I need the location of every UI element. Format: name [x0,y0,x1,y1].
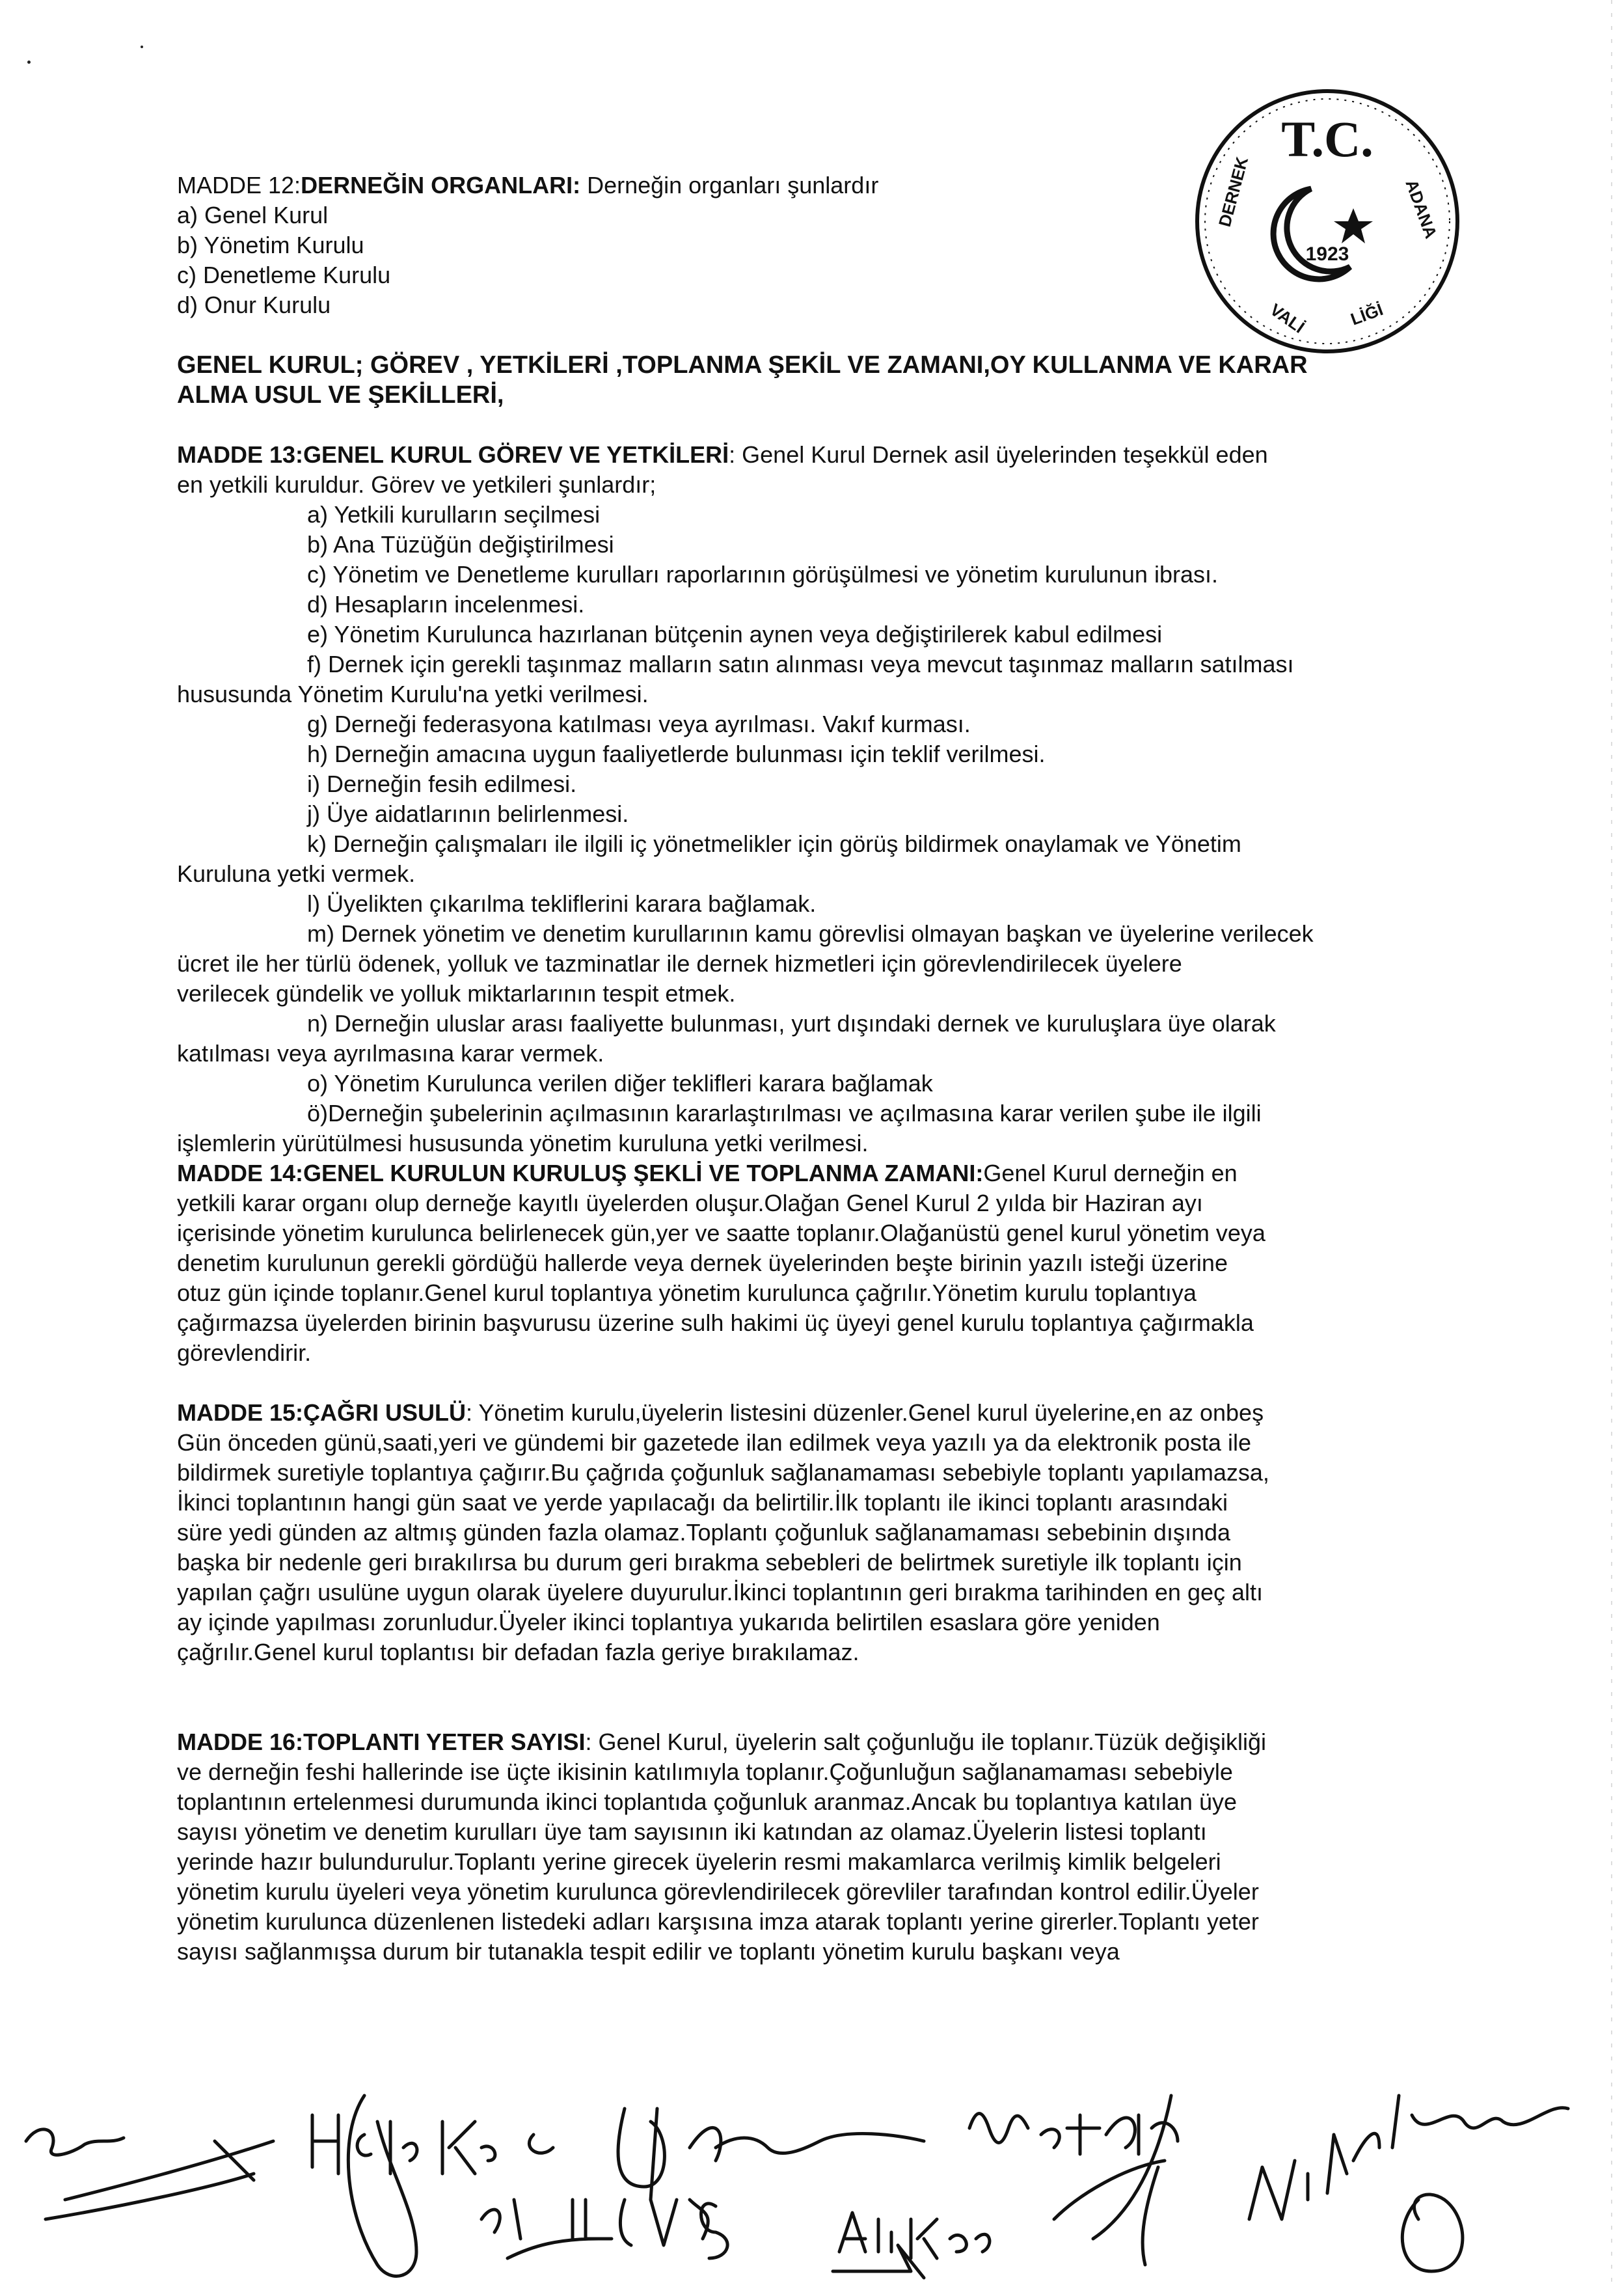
list-item: m) Dernek yönetim ve denetim kurullarının kamu görevlisi olmayan başkan ve üyelerine verilecek [307,920,1314,947]
list-item: i) Derneğin fesih edilmesi. [307,771,577,797]
list-item: c) Yönetim ve Denetleme kurulları raporlarının görüşülmesi ve yönetim kurulunun ibrası. [307,561,1218,588]
paragraph-line: hususunda Yönetim Kurulu'na yetki verilmesi. [177,681,649,707]
paragraph-line: sayısı yönetim ve denetim kurulları üye tam sayısının iki katından az olamaz.Üyelerin listesi toplantı [177,1818,1207,1845]
document-body [177,171,1452,1967]
madde-14-title: MADDE 14:GENEL KURULUN KURULUŞ ŞEKLİ VE TOPLANMA ZAMANI: [177,1160,984,1186]
paragraph-line: Gün önceden günü,saati,yeri ve gündemi bir gazetede ilan edilmek veya yazılı ya da elektronik posta ile [177,1429,1251,1456]
signature-5 [1249,2096,1568,2271]
paragraph-line: çağrılır.Genel kurul toplantısı bir defadan fazla geriye bırakılamaz. [177,1639,859,1665]
paragraph-line: yetkili karar organı olup derneğe kayıtlı üyelerden oluşur.Olağan Genel Kurul 2 yılda bir Haziran ayı [177,1190,1203,1216]
paragraph-line: yönetim kurulunca düzenlenen listedeki adları karşısına imza atarak toplantı yerine girerler.Toplantı yeter [177,1908,1259,1935]
signature-7 [833,2213,990,2278]
madde-12-title: DERNEĞİN ORGANLARI: [301,172,581,198]
paragraph-line: İkinci toplantının hangi gün saat ve yerde yapılacağı da belirtilir.İlk toplantı ile ikinci toplantı arasındaki [177,1489,1228,1516]
signature-2 [312,2096,553,2276]
madde-13-header: MADDE 13:GENEL KURUL GÖREV VE YETKİLERİ: Genel Kurul Dernek asil üyelerinden teşekkül eden [177,441,1268,468]
organ-item: a) Genel Kurul [177,202,329,228]
paragraph-line: yerinde hazır bulundurulur.Toplantı yerine girecek üyelerin resmi makamlarca verilmiş kimlik belgeleri [177,1848,1221,1875]
paragraph-line: içerisinde yönetim kurulunca belirlenecek gün,yer ve saatte toplanır.Olağanüstü genel kurul yönetim veya [177,1220,1265,1246]
signatures-area [0,2070,1624,2283]
list-item: o) Yönetim Kurulunca verilen diğer teklifleri karara bağlamak [307,1070,933,1097]
paragraph-line: otuz gün içinde toplanır.Genel kurul toplantıya yönetim kurulunca çağrılır.Yönetim kurulu toplantıya [177,1279,1197,1306]
paragraph-line: ay içinde yapılması zorunludur.Üyeler ikinci toplantıya yukarıda belirtilen esaslara göre yeniden [177,1609,1160,1635]
list-item: g) Derneği federasyona katılması veya ayrılması. Vakıf kurması. [307,711,971,737]
paragraph-line: denetim kurulunun gerekli gördüğü hallerde veya dernek üyelerinden beşte birinin yazılı isteği üzerine [177,1250,1228,1276]
list-item: b) Ana Tüzüğün değiştirilmesi [307,531,614,558]
svg-text:DERNEK: DERNEK [1214,154,1252,229]
list-item: e) Yönetim Kurulunca hazırlanan bütçenin aynen veya değiştirilerek kabul edilmesi [307,621,1163,648]
paragraph-line: sayısı sağlanmışsa durum bir tutanakla tespit edilir ve toplantı yönetim kurulu başkanı veya [177,1938,1120,1965]
list-item: a) Yetkili kurulların seçilmesi [307,501,601,528]
organ-item: d) Onur Kurulu [177,292,331,318]
paragraph-line: süre yedi günden az altmış günden fazla olamaz.Toplantı çoğunluk sağlanamaması sebebinin dışında [177,1519,1231,1546]
scan-speck [27,61,31,64]
signature-3 [618,2109,924,2200]
paragraph-line: bildirmek suretiyle toplantıya çağırır.Bu çağrıda çoğunluk sağlanamaması sebebiyle toplantı yapılamazsa, [177,1459,1269,1486]
signature-1 [26,2129,273,2219]
madde-16-header: MADDE 16:TOPLANTI YETER SAYISI: Genel Kurul, üyelerin salt çoğunluğu ile toplanır.Tüzük değişikliği [177,1729,1267,1755]
paragraph-line: görevlendirir. [177,1339,312,1366]
madde-15-title: MADDE 15:ÇAĞRI USULÜ [177,1399,467,1426]
madde-12-header: MADDE 12:DERNEĞİN ORGANLARI: Derneğin organları şunlardır [177,172,879,198]
scan-edge [1611,0,1612,2283]
paragraph-line: Kuruluna yetki vermek. [177,860,416,887]
madde-15-header: MADDE 15:ÇAĞRI USULÜ: Yönetim kurulu,üyelerin listesini düzenler.Genel kurul üyelerine,en az onbeş [177,1399,1264,1426]
organ-item: b) Yönetim Kurulu [177,232,364,258]
list-item: l) Üyelikten çıkarılma tekliflerini karara bağlamak. [307,890,817,917]
list-item: h) Derneğin amacına uygun faaliyetlerde bulunması için teklif verilmesi. [307,741,1046,767]
paragraph-line: yapılan çağrı usulüne uygun olarak üyelere duyurulur.İkinci toplantının geri bırakma tarihinden en geç altı [177,1579,1264,1606]
paragraph-line: başka bir nedenle geri bırakılırsa bu durum geri bırakma sebebleri de belirtmek suretiyle ilk toplantı için [177,1549,1242,1576]
madde-14-header: MADDE 14:GENEL KURULUN KURULUŞ ŞEKLİ VE TOPLANMA ZAMANI:Genel Kurul derneğin en [177,1160,1238,1186]
svg-text:1923: 1923 [1305,243,1349,265]
list-item: f) Dernek için gerekli taşınmaz malların satın alınması veya mevcut taşınmaz malların satılması [307,651,1294,677]
list-item: k) Derneğin çalışmaları ile ilgili iç yönetmelikler için görüş bildirmek onaylamak ve Yönetim [307,830,1241,857]
paragraph-line: yönetim kurulu üyeleri veya yönetim kurulunca görevlendirilecek görevliler tarafından kontrol edilir.Üyeler [177,1878,1259,1905]
svg-text:ADANA: ADANA [1401,176,1441,241]
paragraph-line: çağırmazsa üyelerden birinin başvurusu üzerine sulh hakimi üç üyeyi genel kurulu toplantıya çağırmakla [177,1309,1254,1336]
paragraph-line: işlemlerin yürütülmesi hususunda yönetim kuruluna yetki verilmesi. [177,1130,869,1156]
section-heading: GENEL KURUL; GÖREV , YETKİLERİ ,TOPLANMA ŞEKİL VE ZAMANI,OY KULLANMA VE KARAR [177,351,1308,379]
svg-text:T.C.: T.C. [1281,111,1374,167]
list-item: j) Üye aidatlarının belirlenmesi. [307,800,629,827]
svg-text:VALİ: VALİ [1266,299,1308,337]
signature-6 [481,2200,727,2258]
paragraph-line: verilecek gündelik ve yolluk miktarlarının tespit etmek. [177,980,736,1007]
madde-16-title: MADDE 16:TOPLANTI YETER SAYISI [177,1729,586,1755]
scan-speck [141,46,143,48]
paragraph-line: ücret ile her türlü ödenek, yolluk ve tazminatlar ile dernek hizmetleri için görevlendirilecek üyelere [177,950,1182,977]
svg-text:LİĞİ: LİĞİ [1347,299,1386,329]
list-item: ö)Derneğin şubelerinin açılmasının kararlaştırılması ve açılmasına karar verilen şube ile ilgili [307,1100,1262,1127]
paragraph-line: toplantının ertelenmesi durumunda ikinci toplantıda çoğunluk aranmaz.Ancak bu toplantıya katılan üye [177,1788,1237,1815]
signature-4 [969,2096,1178,2265]
organ-item: c) Denetleme Kurulu [177,262,391,288]
paragraph-line: katılması veya ayrılmasına karar vermek. [177,1040,604,1067]
section-heading: ALMA USUL VE ŞEKİLLERİ, [177,381,504,409]
list-item: n) Derneğin uluslar arası faaliyette bulunması, yurt dışındaki dernek ve kuruluşlara üye olarak [307,1010,1276,1037]
list-item: d) Hesapların incelenmesi. [307,591,585,618]
madde-13-title: MADDE 13:GENEL KURUL GÖREV VE YETKİLERİ [177,441,729,468]
paragraph-line: en yetkili kuruldur. Görev ve yetkileri şunlardır; [177,471,656,498]
paragraph-line: ve derneğin feshi hallerinde ise üçte ikisinin katılımıyla toplanır.Çoğunluğun sağlanamaması sebebiyle [177,1758,1233,1785]
